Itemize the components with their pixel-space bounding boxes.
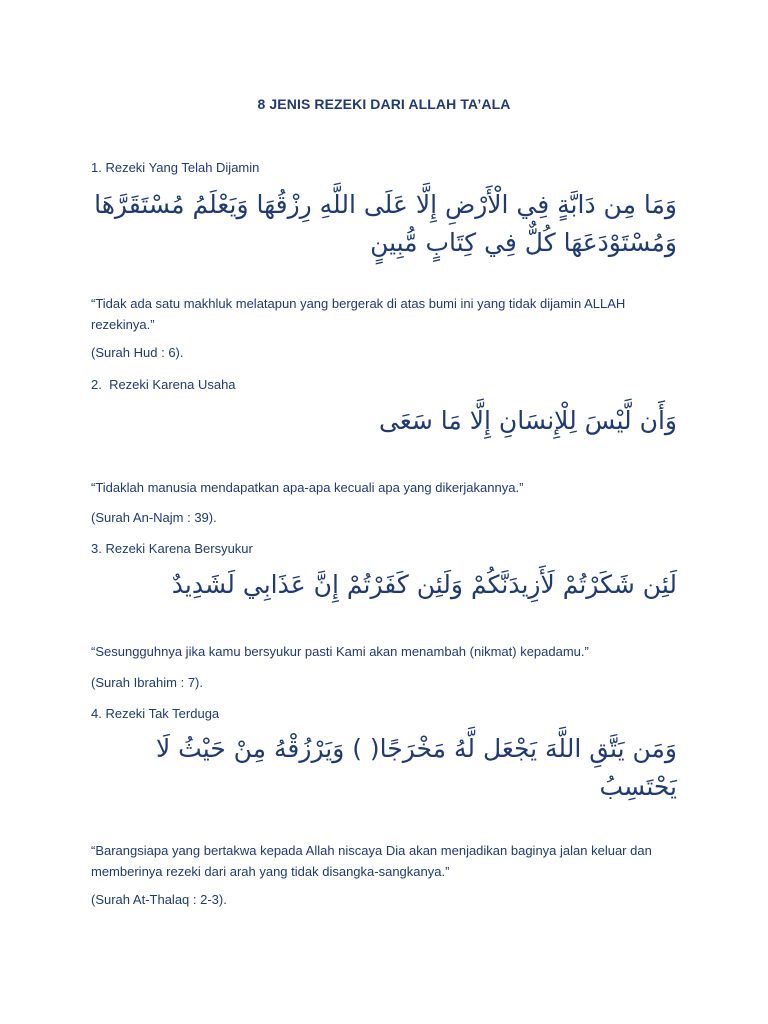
section-4-source: (Surah At-Thalaq : 2-3). xyxy=(91,892,227,907)
section-2-arabic-verse: وَأَن لَّيْسَ لِلْإِنسَانِ إِلَّا مَا سَعَى xyxy=(379,406,677,435)
section-3-translation: “Sesungguhnya jika kamu bersyukur pasti Kami akan menambah (nikmat) kepadamu.” xyxy=(91,644,589,659)
section-1-arabic-verse: وَمَا مِن دَابَّةٍ فِي الْأَرْضِ إِلَّا عَلَى اللَّهِ رِزْقُهَا وَيَعْلَمُ مُسْتَقَرَّهَا وَمُسْتَوْدَعَهَا كُلٌّ فِي كِتَابٍ مُّبِينٍ xyxy=(94,190,677,257)
section-4-arabic-verse: وَمَن يَتَّقِ اللَّهَ يَجْعَل لَّهُ مَخْرَجًا( ) وَيَرْزُقْهُ مِنْ حَيْثُ لَا يَحْتَسِبُ xyxy=(155,734,677,801)
section-2-source: (Surah An-Najm : 39). xyxy=(91,510,217,525)
section-1-translation: “Tidak ada satu makhluk melatapun yang bergerak di atas bumi ini yang tidak dijamin ALLAH rezekinya.” xyxy=(91,296,626,332)
section-3-source: (Surah Ibrahim : 7). xyxy=(91,675,203,690)
section-2-heading: 2. Rezeki Karena Usaha xyxy=(91,377,236,392)
section-3-heading: 3. Rezeki Karena Bersyukur xyxy=(91,541,253,556)
section-2-translation: “Tidaklah manusia mendapatkan apa-apa kecuali apa yang dikerjakannya.” xyxy=(91,480,524,495)
section-4-heading: 4. Rezeki Tak Terduga xyxy=(91,706,220,721)
document-title: 8 JENIS REZEKI DARI ALLAH TA’ALA xyxy=(257,96,511,112)
section-4-translation: “Barangsiapa yang bertakwa kepada Allah niscaya Dia akan menjadikan baginya jalan keluar dan memberinya rezeki dari arah yang tidak disangka-sangkanya.” xyxy=(91,843,652,879)
section-3-arabic-verse: لَئِن شَكَرْتُمْ لَأَزِيدَنَّكُمْ وَلَئِن كَفَرْتُمْ إِنَّ عَذَابِي لَشَدِيدٌ xyxy=(171,570,677,599)
section-1-source: (Surah Hud : 6). xyxy=(91,345,184,360)
section-1-heading: 1. Rezeki Yang Telah Dijamin xyxy=(91,160,260,175)
